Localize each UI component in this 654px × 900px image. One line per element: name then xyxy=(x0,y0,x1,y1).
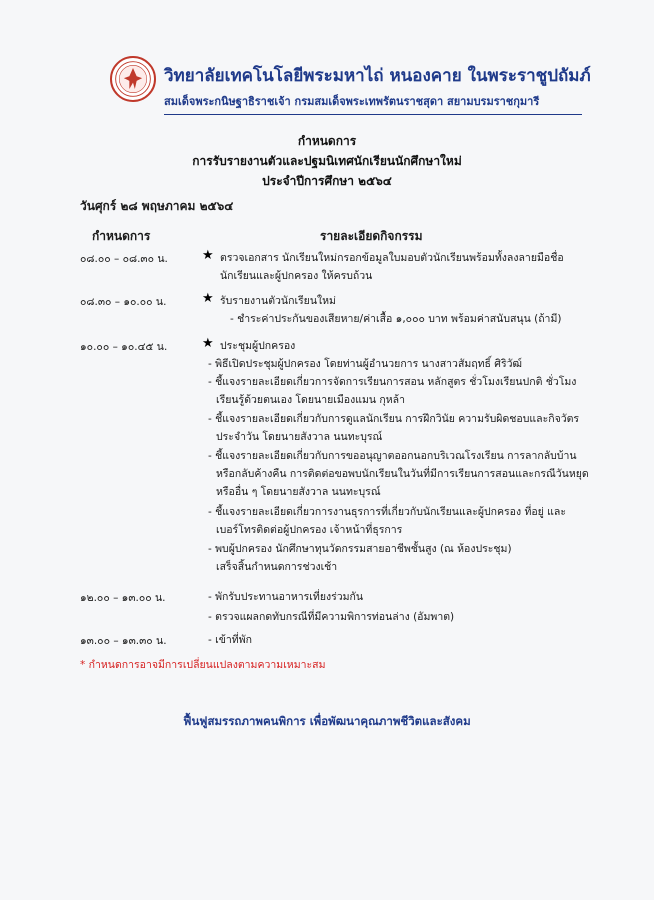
row-text: ตรวจเอกสาร นักเรียนใหม่กรอกข้อมูลใบมอบตัวนักเรียนพร้อมทั้งลงลายมือชื่อ xyxy=(220,252,564,264)
college-motto: ฟื้นฟูสมรรถภาพคนพิการ เพื่อพัฒนาคุณภาพชีวิตและสังคม xyxy=(183,714,471,728)
row-time: ๐๘.๐๐ – ๐๘.๓๐ น. xyxy=(80,253,168,265)
row-item: - พักรับประทานอาหารเที่ยงร่วมกัน xyxy=(208,591,364,603)
row-item: - พิธีเปิดประชุมผู้ปกครอง โดยท่านผู้อำนวยการ นางสาวสัมฤทธิ์ ศิริวัฒ์ xyxy=(208,358,522,370)
row-item: - พบผู้ปกครอง นักศึกษาทุนวัดกรรมสายอาชีพชั้นสูง (ณ ห้องประชุม) xyxy=(208,543,512,555)
row-text: รับรายงานตัวนักเรียนใหม่ xyxy=(220,295,336,307)
row-time: ๑๓.๐๐ – ๑๓.๓๐ น. xyxy=(80,635,167,647)
row-item: - เข้าที่พัก xyxy=(208,634,252,646)
letterhead xyxy=(0,0,654,130)
column-header-time: กำหนดการ xyxy=(92,229,151,243)
row-item: หรือกลับค้างคืน การติดต่อขอพบนักเรียนในวันที่มีการเรียนการสอนและกรณีวันหยุด xyxy=(216,468,589,480)
row-item: - ชี้แจงรายละเอียดเกี่ยวการงานธุรการที่เกี่ยวกับนักเรียนและผู้ปกครอง ที่อยู่ และ xyxy=(208,506,566,518)
star-bullet-icon: ★ xyxy=(202,248,214,263)
row-item: - ตรวจแผลกดทับกรณีที่มีความพิการท่อนล่าง (อัมพาต) xyxy=(208,611,455,623)
row-item: เบอร์โทรติดต่อผู้ปกครอง เจ้าหน้าที่ธุรการ xyxy=(216,524,403,536)
row-item: - ชำระค่าประกันของเสียหาย/ค่าเสื้อ ๑,๐๐๐ บาท พร้อมค่าสนับสนุน (ถ้ามี) xyxy=(230,313,562,325)
row-time: ๐๘.๓๐ – ๑๐.๐๐ น. xyxy=(80,296,167,308)
row-item: - ชี้แจงรายละเอียดเกี่ยวกับการดูแลนักเรียน การฝึกวินัย ความรับผิดชอบและกิจวัตร xyxy=(208,413,580,425)
row-item: - ชี้แจงรายละเอียดเกี่ยวกับการขออนุญาตออกนอกบริเวณโรงเรียน การลากลับบ้าน xyxy=(208,450,577,462)
row-item: หรืออื่น ๆ โดยนายสังวาล นนทะบุรณ์ xyxy=(216,486,381,498)
row-text: ประชุมผู้ปกครอง xyxy=(220,340,296,352)
college-emblem-icon xyxy=(110,56,156,102)
doc-heading-3: ประจำปีการศึกษา ๒๕๖๔ xyxy=(262,174,392,188)
row-text: นักเรียนและผู้ปกครอง ให้ครบถ้วน xyxy=(220,270,373,282)
institution-name: วิทยาลัยเทคโนโลยีพระมหาไถ่ หนองคาย ในพระราชูปถัมภ์ xyxy=(164,66,591,86)
doc-heading-1: กำหนดการ xyxy=(297,134,357,148)
row-item: เรียนรู้ด้วยตนเอง โดยนายเมืองแมน กุหล้า xyxy=(216,394,406,406)
patron-line: สมเด็จพระกนิษฐาธิราชเจ้า กรมสมเด็จพระเทพรัตนราชสุดา สยามบรมราชกุมารี xyxy=(164,95,540,108)
doc-heading-2: การรับรายงานตัวและปฐมนิเทศนักเรียนนักศึกษาใหม่ xyxy=(192,154,462,168)
row-time: ๑๒.๐๐ – ๑๓.๐๐ น. xyxy=(80,592,166,604)
row-item: เสร็จสิ้นกำหนดการช่วงเช้า xyxy=(216,561,338,573)
event-date: วันศุกร์ ๒๘ พฤษภาคม ๒๕๖๔ xyxy=(80,199,234,213)
header-divider xyxy=(164,114,582,115)
row-time: ๑๐.๐๐ – ๑๐.๔๕ น. xyxy=(80,341,168,353)
column-header-detail: รายละเอียดกิจกรรม xyxy=(320,229,423,243)
row-item: - ชี้แจงรายละเอียดเกี่ยวการจัดการเรียนการสอน หลักสูตร ชั่วโมงเรียนปกติ ชั่วโมง xyxy=(208,376,577,388)
schedule-change-note: * กำหนดการอาจมีการเปลี่ยนแปลงตามความเหมาะสม xyxy=(80,659,326,671)
star-bullet-icon: ★ xyxy=(202,336,214,351)
row-item: ประจำวัน โดยนายสังวาล นนทะบุรณ์ xyxy=(216,431,383,443)
star-bullet-icon: ★ xyxy=(202,291,214,306)
